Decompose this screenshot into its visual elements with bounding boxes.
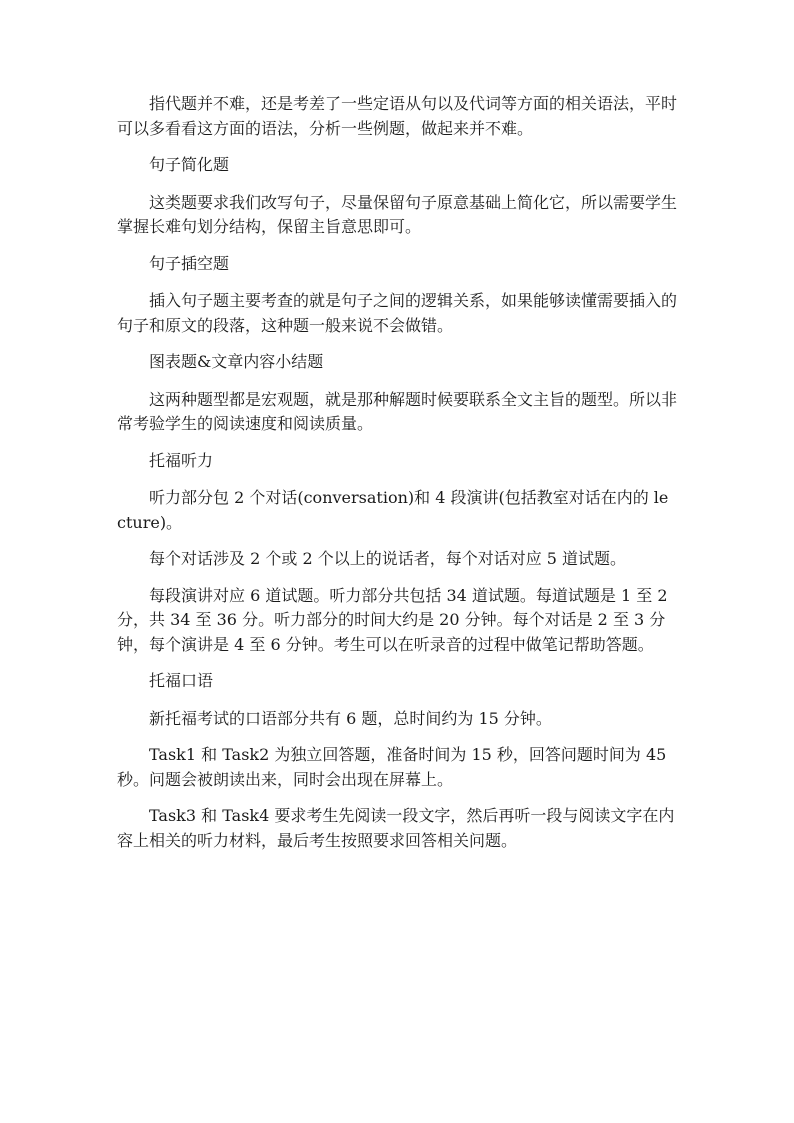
paragraph-speaking-overview: 新托福考试的口语部分共有 6 题，总时间约为 15 分钟。 bbox=[149, 708, 552, 728]
paragraph-chart-summary: 这两种题型都是宏观题，就是那种解题时候要联系全文主旨的题型。所以非常考验学生的阅读速度和阅读质量。 bbox=[117, 389, 678, 433]
heading-toefl-listening: 托福听力 bbox=[149, 450, 214, 470]
heading-sentence-simplification: 句子简化题 bbox=[149, 155, 230, 174]
paragraph-sentence-insertion: 插入句子题主要考查的就是句子之间的逻辑关系，如果能够读懂需要插入的句子和原文的段落，这种题一般来说不会做错。 bbox=[117, 291, 678, 335]
document-body bbox=[117, 92, 677, 865]
paragraph-pronoun-reference: 指代题并不难，还是考差了一些定语从句以及代词等方面的相关语法，平时可以多看看这方面的语法，分析一些例题，做起来并不难。 bbox=[117, 94, 678, 138]
paragraph-listening-structure: 听力部分包 2 个对话(conversation)和 4 段演讲(包括教室对话在内的 lecture)。 bbox=[117, 488, 669, 532]
paragraph-speaking-task1-2: Task1 和 Task2 为独立回答题，准备时间为 15 秒，回答问题时间为 45 秒。问题会被朗读出来，同时会出现在屏幕上。 bbox=[117, 745, 667, 789]
paragraph-speaking-task3-4: Task3 和 Task4 要求考生先阅读一段文字，然后再听一段与阅读文字在内容上相关的听力材料，最后考生按照要求回答相关问题。 bbox=[117, 806, 675, 850]
paragraph-sentence-simplification: 这类题要求我们改写句子，尽量保留句子原意基础上简化它，所以需要学生掌握长难句划分结构，保留主旨意思即可。 bbox=[117, 192, 678, 236]
heading-chart-summary: 图表题&文章内容小结题 bbox=[149, 352, 324, 371]
heading-sentence-insertion: 句子插空题 bbox=[149, 253, 230, 273]
heading-toefl-speaking: 托福口语 bbox=[149, 671, 214, 690]
paragraph-listening-conversations: 每个对话涉及 2 个或 2 个以上的说话者，每个对话对应 5 道试题。 bbox=[149, 549, 627, 568]
paragraph-listening-lectures: 每段演讲对应 6 道试题。听力部分共包括 34 道试题。每道试题是 1 至 2 分，共 34 至 36 分。听力部分的时间大约是 20 分钟。每个对话是 2 至 3 分钟，每个演讲是 4 至 6 分钟。考生可以在听录音的过程中做笔记帮助答题。 bbox=[117, 585, 668, 654]
